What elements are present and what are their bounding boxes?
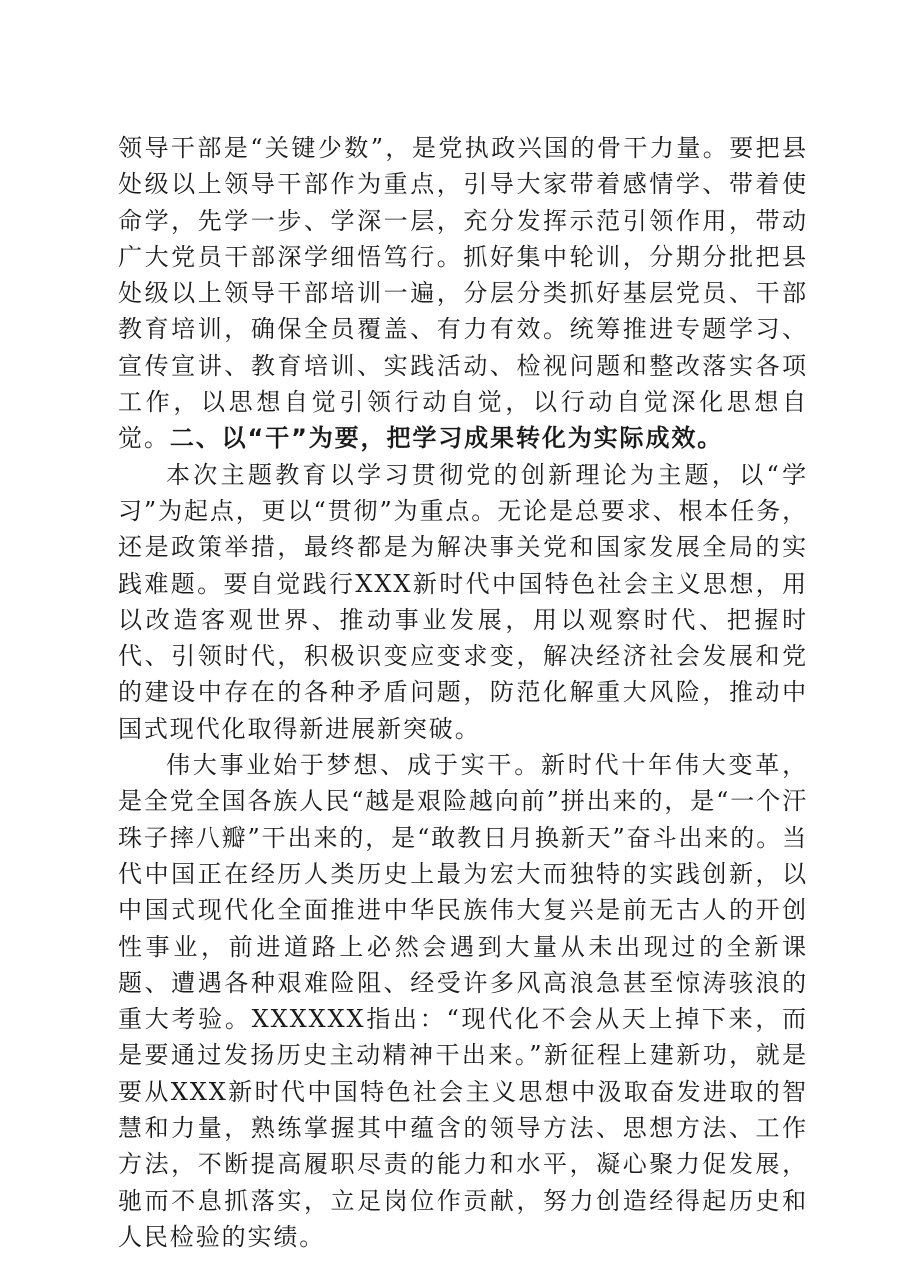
paragraph-3: 伟大事业始于梦想、成于实干。新时代十年伟大变革，是全党全国各族人民“越是艰险越向前”拼出来的，是“一个汗珠子摔八瓣”干出来的，是“敢教日月换新天”奋斗出来的。当代中国正在经历人类历史上最为宏大而独特的实践创新，以中国式现代化全面推进中华民族伟大复兴是前无古人的开创性事业，前进道路上必然会遇到大量从未出现过的全新课题、遭遇各种艰难险阻、经受许多风高浪急甚至惊涛骇浪的重大考验。XXXXXX指出：“现代化不会从天上掉下来，而是要通过发扬历史主动精神干出来。”新征程上建新功，就是要从XXX新时代中国特色社会主义思想中汲取奋发进取的智慧和力量，熟练掌握其中蕴含的领导方法、思想方法、工作方法，不断提高履职尽责的能力和水平，凝心聚力促发展，驰而不息抓落实，立足岗位作贡献，努力创造经得起历史和人民检验的实绩。 (118, 751, 809, 1251)
paragraph-1-text: 领导干部是“关键少数”，是党执政兴国的骨干力量。要把县处级以上领导干部作为重点，引导大家带着感情学、带着使命学，先学一步、学深一层，充分发挥示范引领作用，带动广大党员干部深学细悟笃行。抓好集中轮训，分期分批把县处级以上领导干部培训一遍，分层分类抓好基层党员、干部教育培训，确保全员覆盖、有力有效。统筹推进专题学习、宣传宣讲、教育培训、实践活动、检视问题和整改落实各项工作，以思想自觉引领行动自觉，以行动自觉深化思想自觉。 (118, 134, 808, 453)
paragraph-2: 本次主题教育以学习贯彻党的创新理论为主题，以“学习”为起点，更以“贯彻”为重点。无论是总要求、根本任务，还是政策举措，最终都是为解决事关党和国家发展全局的实践难题。要自觉践行XXX新时代中国特色社会主义思想，用以改造客观世界、推动事业发展，用以观察时代、把握时代、引领时代，积极识变应变求变，解决经济社会发展和党的建设中存在的各种矛盾问题，防范化解重大风险，推动中国式现代化取得新进展新突破。 (118, 460, 809, 743)
document-page (118, 130, 808, 1255)
section-heading-2: 二、以“干”为要，把学习成果转化为实际成效。 (169, 424, 724, 453)
paragraph-1 (118, 130, 808, 457)
